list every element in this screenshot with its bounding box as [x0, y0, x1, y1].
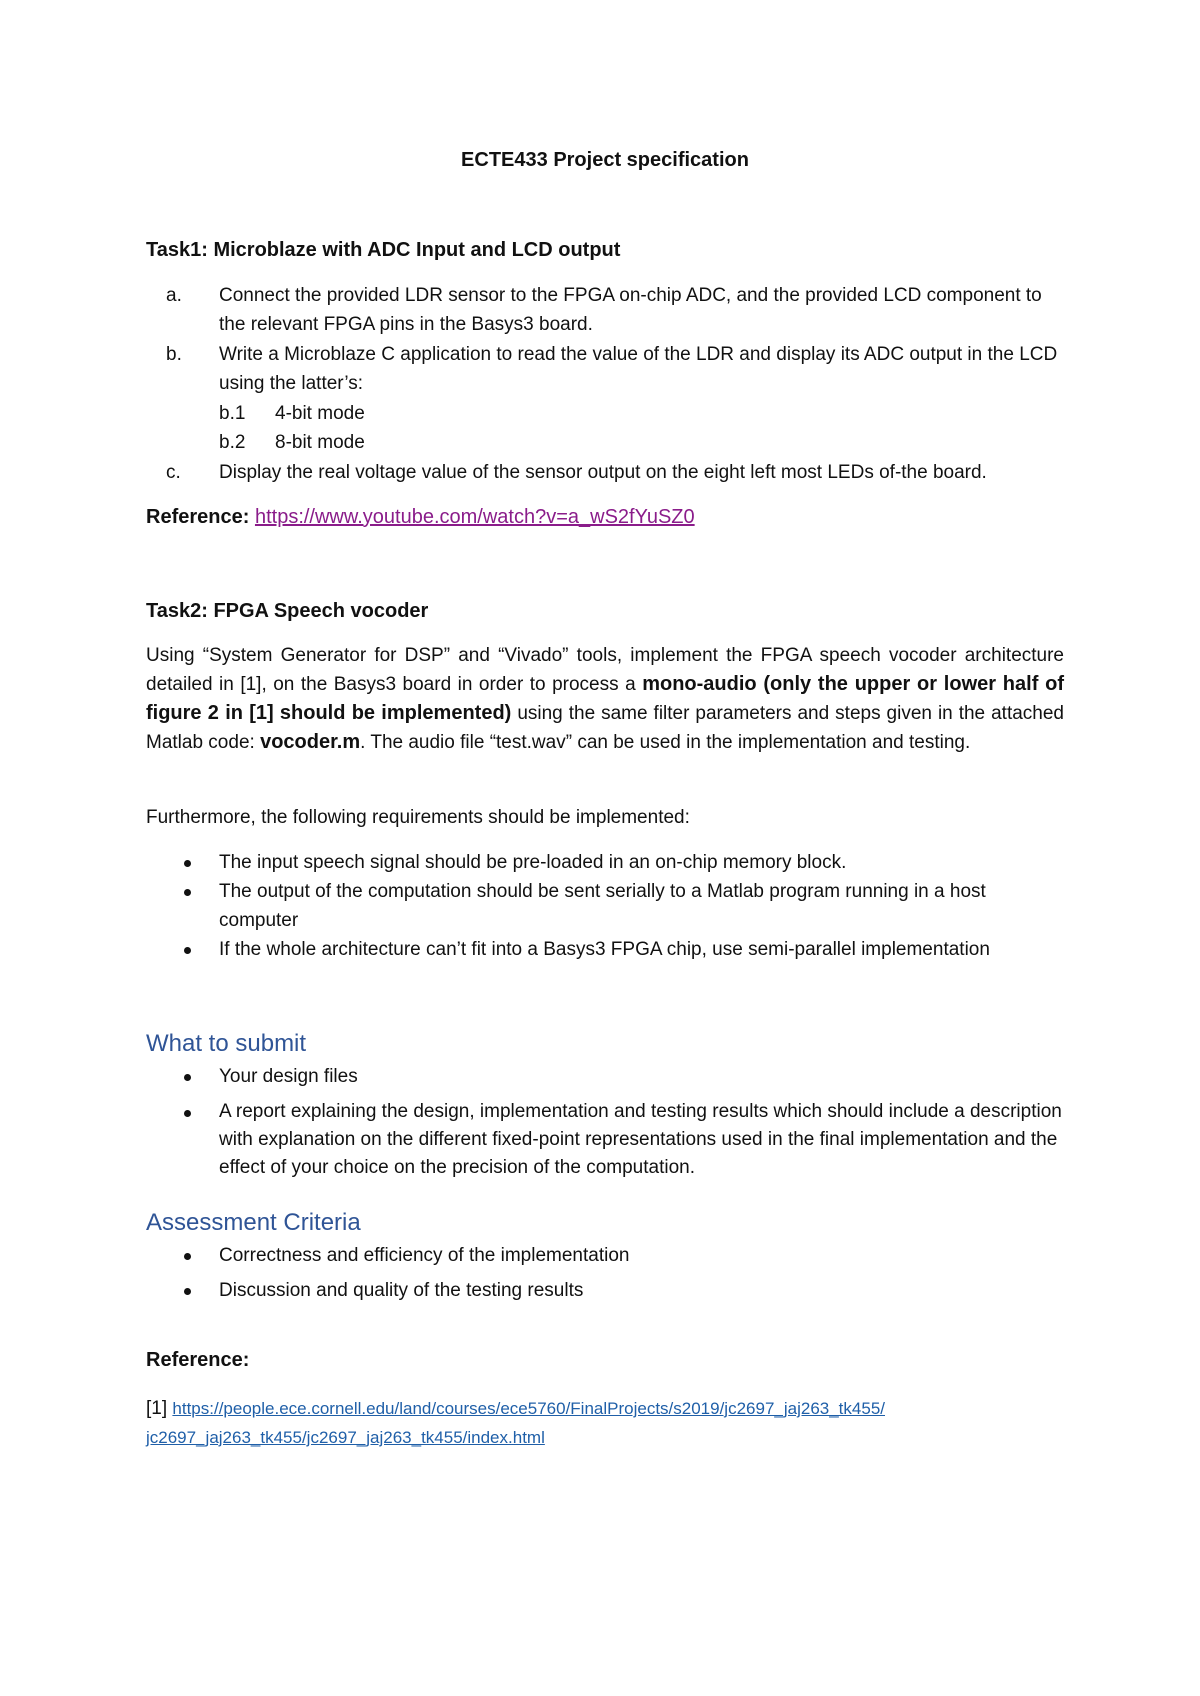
task1-subitem-b1	[219, 399, 365, 428]
bullet-icon	[184, 860, 191, 867]
list-item-text: Discussion and quality of the testing results	[219, 1280, 584, 1301]
list-item	[146, 1062, 1064, 1091]
item-marker: b.	[166, 344, 182, 365]
list-item-text: The output of the computation should be sent serially to a Matlab program running in a host computer	[219, 881, 986, 931]
task1-subitem-b2	[219, 428, 365, 457]
subitem-text: 8-bit mode	[275, 432, 365, 453]
submit-list	[146, 1062, 1064, 1182]
requirements-intro: Furthermore, the following requirements should be implemented:	[146, 807, 690, 828]
reference-number: [1]	[146, 1398, 168, 1419]
list-item	[146, 877, 1064, 935]
cornell-link-line2[interactable]: jc2697_jaj263_tk455/jc2697_jaj263_tk455/index.html	[146, 1428, 545, 1447]
reference-label: Reference:	[146, 506, 250, 528]
para-text: . The audio file “test.wav” can be used in the implementation and testing.	[360, 732, 971, 753]
requirements-list	[146, 848, 1064, 964]
references-heading: Reference:	[146, 1349, 250, 1371]
subitem-number: b.2	[219, 432, 246, 453]
bullet-icon	[184, 1253, 191, 1260]
list-item-text: Your design files	[219, 1066, 358, 1087]
para-text: Using “System Generator for DSP” and “Vivado” tools, implement the FPGA speech vocoder architecture detailed in [1], on the Basys3 board in order to process a	[146, 645, 1064, 695]
bullet-icon	[184, 1074, 191, 1081]
item-text: Write a Microblaze C application to read the value of the LDR and display its ADC output in the LCD using the latter’s:	[219, 344, 1058, 394]
list-item-text: The input speech signal should be pre-loaded in an on-chip memory block.	[219, 852, 847, 873]
bullet-icon	[184, 889, 191, 896]
assessment-list	[146, 1241, 1064, 1305]
document-title: ECTE433 Project specification	[461, 149, 749, 171]
task1-reference	[146, 503, 695, 532]
task1-heading: Task1: Microblaze with ADC Input and LCD output	[146, 239, 621, 261]
bullet-icon	[184, 1110, 191, 1117]
task1-item-a	[146, 281, 1064, 339]
what-to-submit-heading: What to submit	[146, 1030, 307, 1057]
list-item-text: A report explaining the design, implementation and testing results which should include a description with explanation on the different fixed-point representations used in the final implementation and the effect of your choice on the precision of the computation.	[219, 1101, 1062, 1178]
list-item-text: If the whole architecture can’t fit into a Basys3 FPGA chip, use semi-parallel implementation	[219, 939, 990, 960]
assessment-criteria-heading: Assessment Criteria	[146, 1209, 361, 1236]
vocoder-filename: vocoder.m	[260, 731, 361, 753]
task1-item-b	[146, 340, 1064, 398]
list-item	[146, 1241, 1064, 1270]
para-emphasis: mono-audio (only the upper or lower half of figure 2 in [1] should be implemented)	[146, 673, 1064, 724]
list-item	[146, 935, 1064, 964]
youtube-link[interactable]: https://www.youtube.com/watch?v=a_wS2fYuSZ0	[254, 506, 695, 528]
list-item-text: Correctness and efficiency of the implementation	[219, 1245, 630, 1266]
list-item	[146, 1098, 1064, 1182]
item-marker: a.	[166, 285, 182, 306]
item-marker: c.	[166, 462, 181, 483]
task2-heading: Task2: FPGA Speech vocoder	[146, 600, 429, 622]
bullet-icon	[184, 947, 191, 954]
task2-paragraph	[146, 641, 1064, 757]
subitem-text: 4-bit mode	[275, 403, 365, 424]
list-item	[146, 848, 1064, 877]
reference-1	[146, 1394, 1064, 1452]
para-text: using the same filter parameters and steps given in the attached Matlab code:	[146, 703, 1064, 753]
bullet-icon	[184, 1288, 191, 1295]
cornell-link-line1[interactable]: https://people.ece.cornell.edu/land/courses/ece5760/FinalProjects/s2019/jc2697_jaj263_tk455/	[172, 1399, 885, 1418]
list-item	[146, 1276, 1064, 1305]
item-text: Connect the provided LDR sensor to the FPGA on-chip ADC, and the provided LCD component to the relevant FPGA pins in the Basys3 board.	[219, 285, 1042, 335]
item-text: Display the real voltage value of the sensor output on the eight left most LEDs of-the board.	[219, 462, 987, 483]
task1-item-c	[146, 458, 1064, 487]
subitem-number: b.1	[219, 403, 246, 424]
